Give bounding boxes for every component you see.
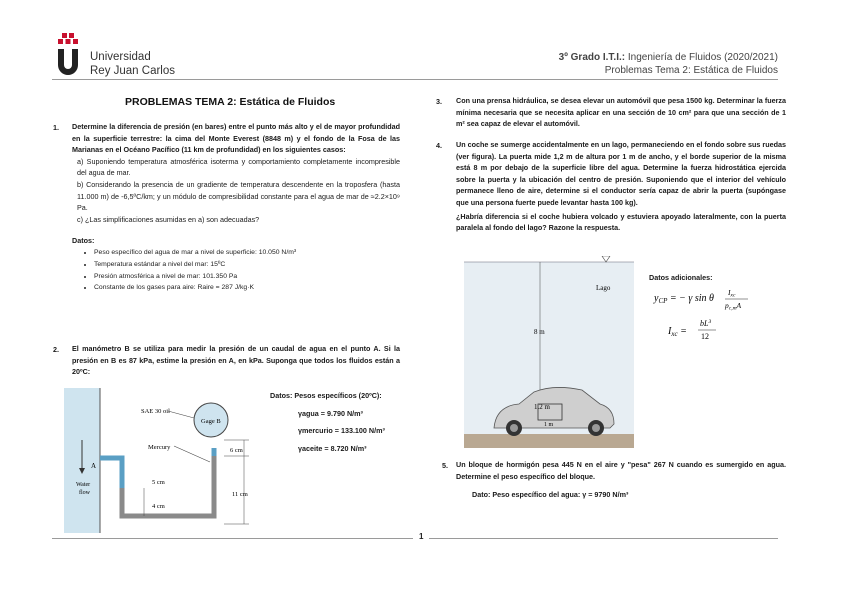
problem-3-text: Con una prensa hidráulica, se desea elevar un automóvil que pesa 1500 kg. Determinar la fuerza mínima necesaria que se necesita aplicar en una sección de 10 cm² para que una sección de 1 m² sea capaz de elevar el automóvil. — [456, 96, 786, 129]
lake-car-figure — [464, 256, 634, 448]
door-height-label: 1.2 m — [534, 403, 550, 411]
svg-text:bL3: $bL^3$ — [700, 319, 712, 328]
depth-label: 8 m — [534, 328, 545, 336]
water-label: Water — [76, 482, 91, 488]
svg-text:12: 12 — [701, 332, 709, 341]
problem-1-part-c: c) ¿Las simplificaciones asumidas en a) son adecuadas? — [77, 214, 260, 224]
gage-b-label: Gage B — [201, 418, 221, 425]
svg-text:pc,mA: $p_{c,m}A$ — [725, 301, 742, 312]
point-a-label: A — [91, 462, 97, 470]
problem-5-datos: Dato: Peso específico del agua: γ = 9790 N/m³ — [472, 490, 629, 499]
dim-11cm: 11 cm — [232, 491, 248, 498]
list-item: • Peso específico del agua de mar a nivel de superficie: 10.050 N/m³ — [94, 247, 400, 259]
problem-2-datos — [270, 390, 385, 454]
problem-1 — [72, 121, 400, 294]
manometer-figure — [64, 388, 282, 533]
problem-4-question: ¿Habría diferencia si el coche hubiera volcado y estuviera apoyado lateralmente, con la puerta paralela al fondo del lago? Razone la respuesta. — [456, 211, 786, 233]
problem-1-datos-list — [80, 247, 400, 294]
svg-text:yCP = − γ sin θ: $y_{CP}$ = − γ sin θ — [654, 293, 714, 305]
door-width-label: 1 m — [544, 422, 554, 428]
problem-1-datos-label: Datos: — [72, 236, 95, 246]
problem-1-text: Determine la diferencia de presión (en bares) entre el punto más alto y el de mayor profundidad en la superficie terrestre: la cima del Monte Everest (8848 m) y el fondo de la Fosa de las Marianas en el Océano Pacífico (11 km de profundidad) en los siguientes casos: — [72, 122, 400, 155]
list-item: • Presión atmosférica a nivel de mar: 101.350 Pa — [94, 271, 400, 283]
problem-4 — [456, 139, 786, 234]
dim-6cm: 6 cm — [230, 447, 243, 454]
lake-label: Lago — [596, 284, 611, 292]
sae-oil-label: SAE 30 oil — [141, 408, 170, 415]
mercury-label: Mercury — [148, 444, 171, 451]
list-item: • Constante de los gases para aire: Raire = 287 J/kg·K — [94, 282, 400, 294]
dim-4cm: 4 cm — [152, 503, 165, 510]
problem-4-number: 4. — [436, 141, 442, 150]
header-divider — [52, 79, 778, 80]
problem-1-part-a: a) Suponiendo temperatura atmosférica isoterma y comportamiento completamente incompresible del agua de mar. — [77, 156, 400, 178]
svg-text:Ixc =: $I_{xc}$ = — [668, 326, 687, 338]
svg-text:Ixc: $I_{xc}$ — [728, 288, 736, 299]
cp-formulas — [652, 286, 762, 342]
page-number: 1 — [413, 532, 429, 541]
urjc-logo-icon — [55, 33, 85, 77]
problem-3-number: 3. — [436, 97, 442, 106]
gamma-mercurio: γmercurio = 133.100 N/m³ — [298, 426, 385, 436]
problem-4-datos-label: Datos adicionales: — [649, 273, 713, 282]
problem-1-number: 1. — [53, 123, 59, 132]
problem-5-text: Un bloque de hormigón pesa 445 N en el aire y "pesa" 267 N cuando es sumergido en agua. Determine el peso específico del bloque. — [456, 460, 786, 481]
page-title: PROBLEMAS TEMA 2: Estática de Fluidos — [125, 96, 336, 108]
gamma-aceite: γaceite = 8.720 N/m³ — [298, 443, 367, 453]
gamma-agua: γagua = 9.790 N/m³ — [298, 408, 363, 418]
dim-5cm: 5 cm — [152, 479, 165, 486]
list-item: • Temperatura estándar a nivel del mar: 15ºC — [94, 259, 400, 271]
problem-2-datos-label: Datos: Pesos específicos (20ºC): — [270, 391, 382, 400]
course-header: 3º Grado I.T.I.: Ingeniería de Fluidos (2020/2021) Problemas Tema 2: Estática de Fluidos — [558, 52, 778, 76]
problem-1-part-b: b) Considerando la presencia de un gradiente de temperatura descendente en la troposfera (hasta 11.000 m) de -6,5ºC/km; y un módulo de compresibilidad constante para el agua de mar de ≈2.2×10⁹ Pa. — [77, 179, 400, 213]
flow-label: flow — [79, 490, 90, 496]
problem-5-number: 5. — [442, 461, 448, 470]
university-name: Universidad Rey Juan Carlos — [90, 51, 176, 77]
problem-4-text: Un coche se sumerge accidentalmente en un lago, permaneciendo en el fondo sobre sus ruedas (ver figura). La puerta mide 1,2 m de altura por 1 m de ancho, y el borde superior de la misma está 8 m por debajo de la superficie libre del agua. Determine la fuerza hidrostática ejercida sobre la puerta y la ubicación del centro de presión. Suponiendo que el interior del vehículo permanece lleno de aire, determine si el conductor sería capaz de abrir la puerta (supóngase que una persona fuerte puede levantar hasta 100 kg). — [456, 140, 786, 207]
problem-2-number: 2. — [53, 345, 59, 354]
problem-2-text: El manómetro B se utiliza para medir la presión de un caudal de agua en el punto A. Si la presión en B es 87 kPa, estime la presión en A, en kPa. Suponga que todos los fluidos están a 20ºC: — [72, 344, 400, 377]
